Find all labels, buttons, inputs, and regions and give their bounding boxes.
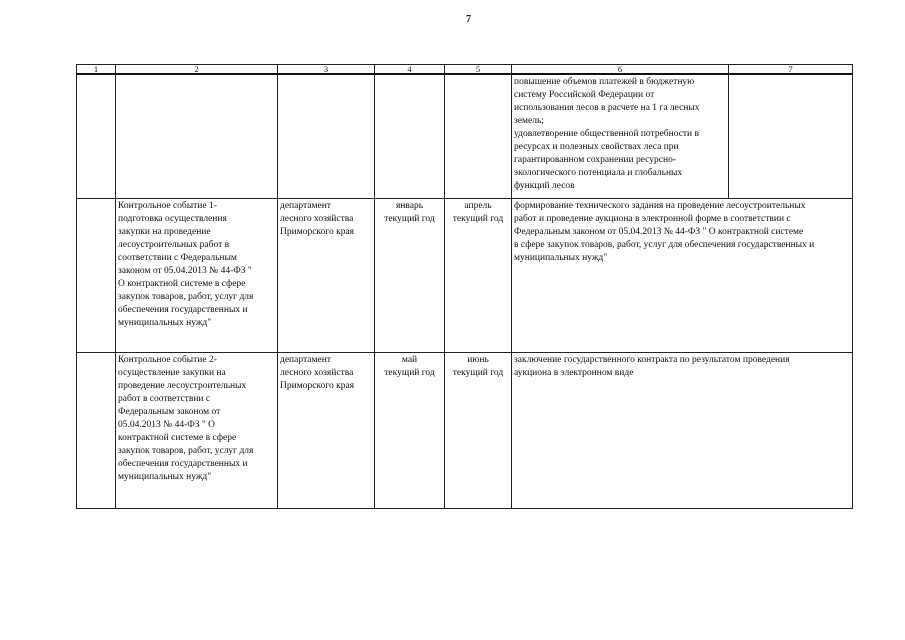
text-line: текущий год	[384, 213, 435, 224]
text-line: обеспечения государственных и	[118, 458, 248, 469]
table-row-goals	[77, 74, 853, 198]
text-line: департамент	[280, 354, 331, 365]
column-header: 2	[116, 65, 278, 75]
text-line: закупок товаров, работ, услуг для	[118, 291, 254, 302]
text-line: осуществление закупки на	[118, 367, 226, 378]
text-line: закупки на проведение	[118, 226, 211, 237]
column-header: 4	[375, 65, 445, 75]
start-date-cell	[375, 198, 445, 352]
text-line: законом от 05.04.2013 № 44-ФЗ "	[118, 265, 252, 276]
start-date-cell	[375, 352, 445, 508]
cell-empty	[729, 74, 853, 198]
end-date-cell	[445, 352, 512, 508]
responsible-cell	[278, 352, 375, 508]
result-cell	[512, 352, 853, 508]
text-line: муниципальных нужд"	[118, 471, 212, 482]
cell-empty	[445, 74, 512, 198]
text-line: повышение объемов платежей в бюджетную	[514, 77, 695, 87]
text-line: работ и проведение аукциона в электронной форме в соответствии с	[514, 213, 791, 224]
text-line: май	[401, 354, 418, 365]
text-line: работ в соответствии с	[118, 393, 211, 404]
goal-description-cell	[512, 74, 729, 198]
cell-empty	[375, 74, 445, 198]
cell-empty	[278, 74, 375, 198]
text-line: текущий год	[384, 367, 435, 378]
text-line: земель;	[514, 116, 544, 126]
text-line: муниципальных нужд"	[514, 252, 608, 263]
result-cell	[512, 198, 853, 352]
text-line: муниципальных нужд"	[118, 317, 212, 328]
text-line: текущий год	[452, 213, 504, 224]
cell-empty	[77, 74, 116, 198]
text-line: апрель	[464, 200, 492, 211]
text-line: Контрольное событие 2-	[118, 354, 217, 365]
text-line: систему Российской Федерации от	[514, 90, 655, 100]
end-date-cell	[445, 198, 512, 352]
text-line: удовлетворение общественной потребности в	[514, 129, 700, 139]
text-line: ресурсах и полезных свойствах леса при	[514, 142, 679, 152]
text-line: экологического потенциала и глобальных	[514, 168, 683, 178]
text-line: контрактной системе в сфере	[118, 432, 237, 443]
text-line: 05.04.2013 № 44-ФЗ " О	[118, 419, 215, 430]
text-line: соответствии с Федеральным	[118, 252, 237, 263]
text-line: январь	[395, 200, 424, 211]
text-line: заключение государственного контракта по результатом проведения	[514, 354, 790, 365]
text-line: Контрольное событие 1-	[118, 200, 217, 211]
text-line: Федеральным законом от	[118, 406, 221, 417]
text-line: Федеральным законом от 05.04.2013 № 44-ФЗ " О контрактной системе	[514, 226, 804, 237]
text-line: департамент	[280, 200, 331, 211]
text-line: лесного хозяйства	[280, 367, 354, 378]
text-line: формирование технического задания на проведение лесоустроительных	[514, 200, 806, 211]
text-line: использования лесов в расчете на 1 га лесных	[514, 103, 700, 113]
text-line: О контрактной системе в сфере	[118, 278, 246, 289]
text-line: функций лесов	[514, 181, 575, 191]
text-line: лесного хозяйства	[280, 213, 354, 224]
text-line: подготовка осуществления	[118, 213, 227, 224]
text-line: июнь	[467, 354, 489, 365]
page-number: 7	[466, 14, 471, 25]
text-line: текущий год	[452, 367, 504, 378]
text-line: гарантированном сохранении ресурсно-	[514, 155, 676, 165]
text-line: лесоустроительных работ в	[118, 239, 230, 250]
table-row-event-1	[77, 198, 853, 352]
column-header: 7	[729, 65, 853, 75]
cell-empty	[77, 352, 116, 508]
text-line: закупок товаров, работ, услуг для	[118, 445, 254, 456]
column-number-row	[77, 65, 853, 75]
text-line: обеспечения государственных и	[118, 304, 248, 315]
table-row-event-2	[77, 352, 853, 508]
column-header: 1	[77, 65, 116, 75]
cell-empty	[116, 74, 278, 198]
text-line: проведение лесоустроительных	[118, 380, 247, 391]
text-line: в сфере закупок товаров, работ, услуг для обеспечения государственных и	[514, 239, 815, 250]
text-line: Приморского края	[280, 380, 355, 391]
plan-table	[76, 64, 853, 509]
column-header: 3	[278, 65, 375, 75]
column-header: 5	[445, 65, 512, 75]
event-name-cell	[116, 352, 278, 508]
cell-empty	[77, 198, 116, 352]
text-line: Приморского края	[280, 226, 355, 237]
event-name-cell	[116, 198, 278, 352]
responsible-cell	[278, 198, 375, 352]
column-header: 6	[512, 65, 729, 75]
text-line: аукциона в электронном виде	[514, 367, 634, 378]
